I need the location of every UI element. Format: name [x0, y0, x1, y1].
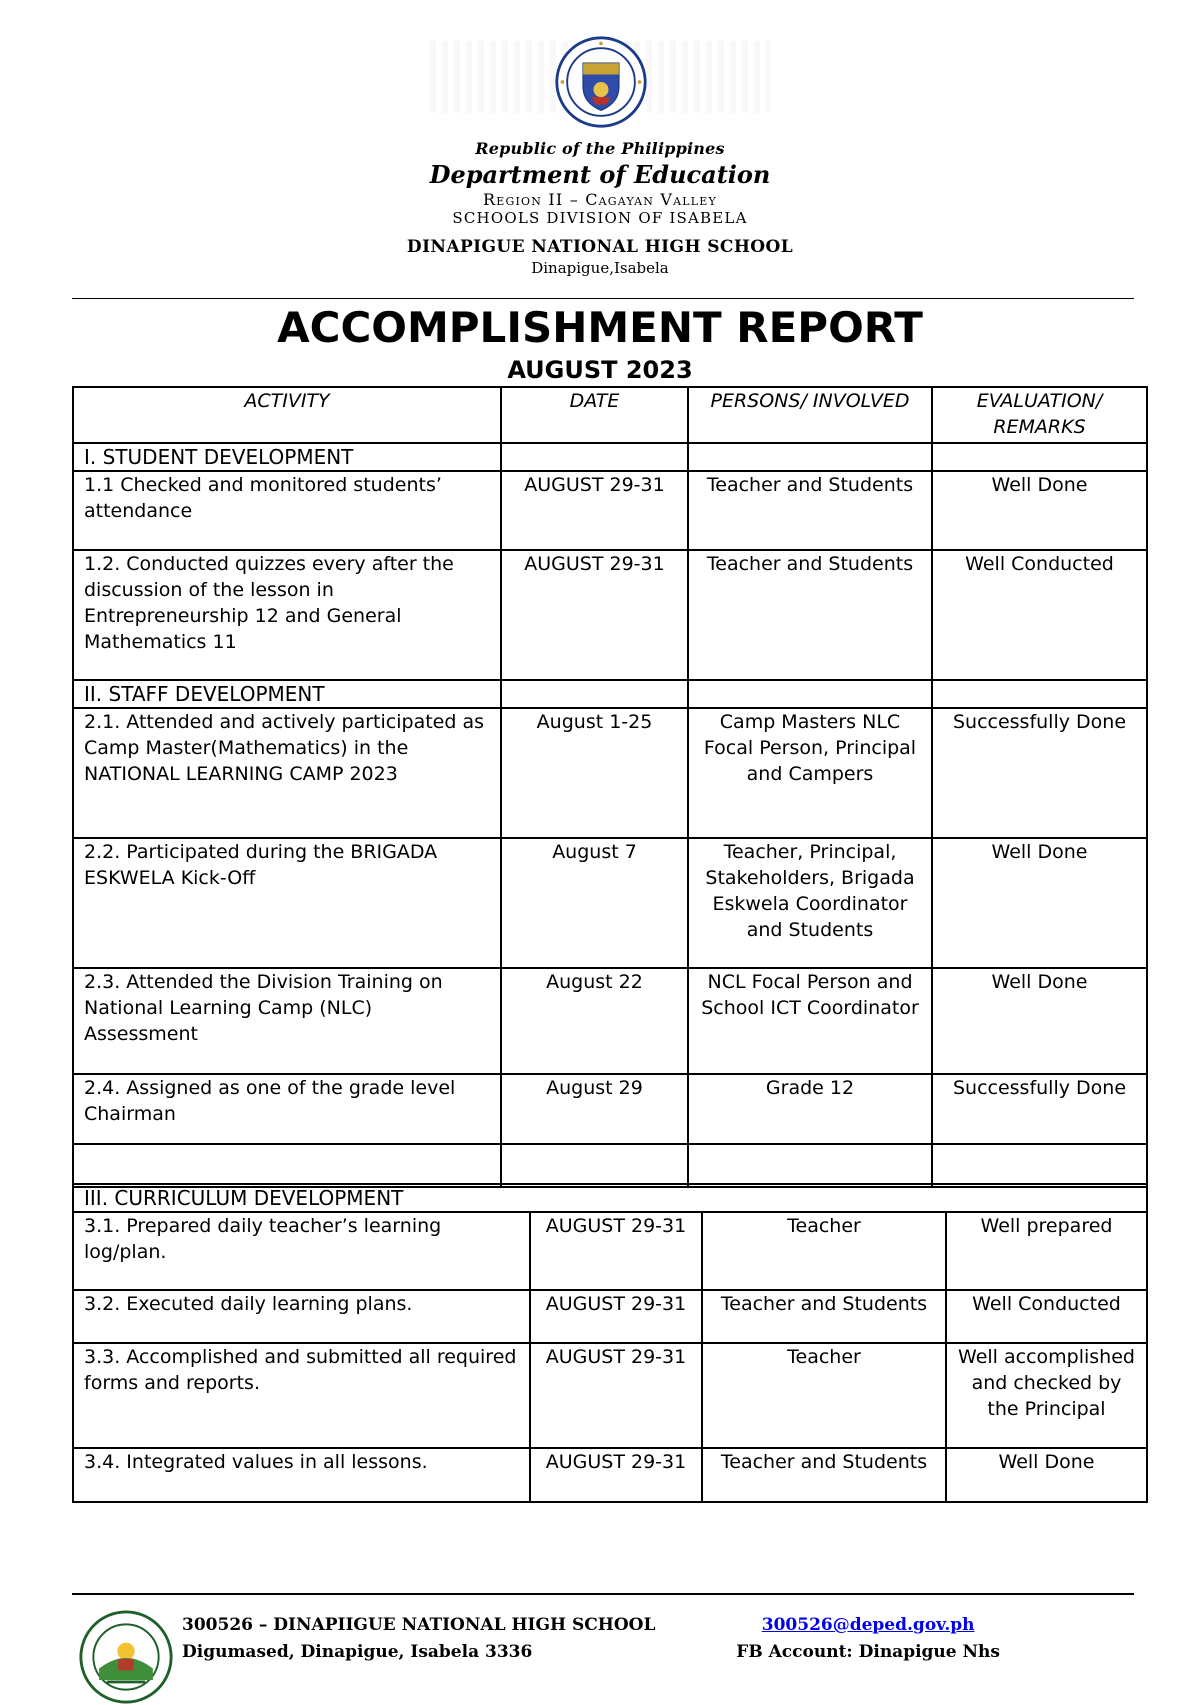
empty-cell — [501, 1144, 688, 1187]
footer — [0, 1600, 1200, 1690]
empty-cell — [932, 1144, 1147, 1187]
section-title: II. STAFF DEVELOPMENT — [73, 680, 501, 708]
empty-cell — [688, 1144, 932, 1187]
footer-school-line: 300526 – DINAPIIGUE NATIONAL HIGH SCHOOL — [182, 1615, 656, 1635]
table-row — [73, 1448, 1147, 1502]
persons-cell: Teacher, Principal, Stakeholders, Brigada Eskwela Coordinator and Students — [688, 838, 932, 968]
header-activity: ACTIVITY — [73, 387, 501, 443]
remarks-cell: Well prepared — [946, 1212, 1147, 1290]
persons-cell: Teacher and Students — [702, 1448, 946, 1502]
table-row — [73, 1290, 1147, 1343]
report-period: AUGUST 2023 — [507, 356, 693, 384]
school-logo-icon — [78, 1609, 174, 1705]
report-table-part-2 — [72, 1183, 1148, 1503]
activity-cell: 2.1. Attended and actively participated as Camp Master(Mathematics) in the NATIONAL LEARNING CAMP 2023 — [73, 708, 501, 838]
table-row — [73, 708, 1147, 838]
remarks-cell: Well Conducted — [946, 1290, 1147, 1343]
date-cell: AUGUST 29-31 — [501, 471, 688, 550]
table-row — [73, 550, 1147, 680]
region-line: Region II – Cagayan Valley — [483, 190, 717, 209]
section-title: I. STUDENT DEVELOPMENT — [73, 443, 501, 471]
header-divider — [72, 298, 1134, 299]
empty-row — [73, 1144, 1147, 1187]
remarks-cell: Successfully Done — [932, 708, 1147, 838]
section-row — [73, 1184, 1147, 1212]
activity-cell: 3.4. Integrated values in all lessons. — [73, 1448, 530, 1502]
remarks-cell: Well Done — [932, 838, 1147, 968]
persons-cell: Camp Masters NLC Focal Person, Principal and Campers — [688, 708, 932, 838]
table-row — [73, 968, 1147, 1074]
activity-cell: 1.2. Conducted quizzes every after the discussion of the lesson in Entrepreneurship 12 and General Mathematics 11 — [73, 550, 501, 680]
empty-cell — [688, 680, 932, 708]
header-date: DATE — [501, 387, 688, 443]
persons-cell: NCL Focal Person and School ICT Coordinator — [688, 968, 932, 1074]
persons-cell: Teacher — [702, 1212, 946, 1290]
activity-cell: 3.2. Executed daily learning plans. — [73, 1290, 530, 1343]
header-evaluation: EVALUATION/ REMARKS — [932, 387, 1147, 443]
table-row — [73, 1212, 1147, 1290]
activity-cell: 3.1. Prepared daily teacher’s learning log/plan. — [73, 1212, 530, 1290]
report-table-part-1 — [72, 386, 1148, 1188]
date-cell: AUGUST 29-31 — [530, 1290, 702, 1343]
fb-account: FB Account: Dinapigue Nhs — [736, 1642, 1000, 1662]
header-persons: PERSONS/ INVOLVED — [688, 387, 932, 443]
section-row — [73, 680, 1147, 708]
empty-cell — [73, 1144, 501, 1187]
section-row — [73, 443, 1147, 471]
date-cell: AUGUST 29-31 — [530, 1212, 702, 1290]
remarks-cell: Well Done — [946, 1448, 1147, 1502]
remarks-cell: Well Done — [932, 968, 1147, 1074]
report-title: ACCOMPLISHMENT REPORT — [277, 303, 923, 352]
empty-cell — [932, 680, 1147, 708]
empty-cell — [688, 443, 932, 471]
footer-left — [182, 1612, 655, 1666]
activity-cell: 3.3. Accomplished and submitted all required forms and reports. — [73, 1343, 530, 1448]
date-cell: AUGUST 29-31 — [530, 1448, 702, 1502]
activity-cell: 2.2. Participated during the BRIGADA ESKWELA Kick-Off — [73, 838, 501, 968]
remarks-cell: Successfully Done — [932, 1074, 1147, 1144]
date-cell: AUGUST 29-31 — [530, 1343, 702, 1448]
email-link[interactable]: 300526@deped.gov.ph — [761, 1615, 975, 1635]
persons-cell: Teacher and Students — [688, 471, 932, 550]
persons-cell: Teacher and Students — [702, 1290, 946, 1343]
table-header-row — [73, 387, 1147, 443]
empty-cell — [932, 443, 1147, 471]
school-name: DINAPIGUE NATIONAL HIGH SCHOOL — [406, 237, 794, 257]
persons-cell: Teacher and Students — [688, 550, 932, 680]
republic-line: Republic of the Philippines — [475, 139, 725, 158]
persons-cell: Grade 12 — [688, 1074, 932, 1144]
footer-divider — [72, 1593, 1134, 1595]
remarks-cell: Well Done — [932, 471, 1147, 550]
deped-seal-icon — [554, 35, 648, 129]
footer-address-line: Digumased, Dinapigue, Isabela 3336 — [182, 1642, 533, 1662]
seal-area — [430, 35, 770, 135]
activity-cell: 1.1 Checked and monitored students’ attendance — [73, 471, 501, 550]
table-row — [73, 838, 1147, 968]
date-cell: August 1-25 — [501, 708, 688, 838]
table-row — [73, 1343, 1147, 1448]
footer-right — [736, 1612, 1000, 1666]
empty-cell — [501, 443, 688, 471]
remarks-cell: Well Conducted — [932, 550, 1147, 680]
persons-cell: Teacher — [702, 1343, 946, 1448]
department-line: Department of Education — [429, 160, 771, 189]
empty-cell — [501, 680, 688, 708]
date-cell: AUGUST 29-31 — [501, 550, 688, 680]
activity-cell: 2.3. Attended the Division Training on National Learning Camp (NLC) Assessment — [73, 968, 501, 1074]
remarks-cell: Well accomplished and checked by the Principal — [946, 1343, 1147, 1448]
table-row — [73, 1074, 1147, 1144]
table-row — [73, 471, 1147, 550]
letterhead — [0, 35, 1200, 278]
section-title: III. CURRICULUM DEVELOPMENT — [73, 1184, 1147, 1212]
date-cell: August 7 — [501, 838, 688, 968]
date-cell: August 29 — [501, 1074, 688, 1144]
date-cell: August 22 — [501, 968, 688, 1074]
division-line: SCHOOLS DIVISION OF ISABELA — [452, 209, 748, 227]
activity-cell: 2.4. Assigned as one of the grade level Chairman — [73, 1074, 501, 1144]
school-address: Dinapigue,Isabela — [531, 259, 669, 277]
